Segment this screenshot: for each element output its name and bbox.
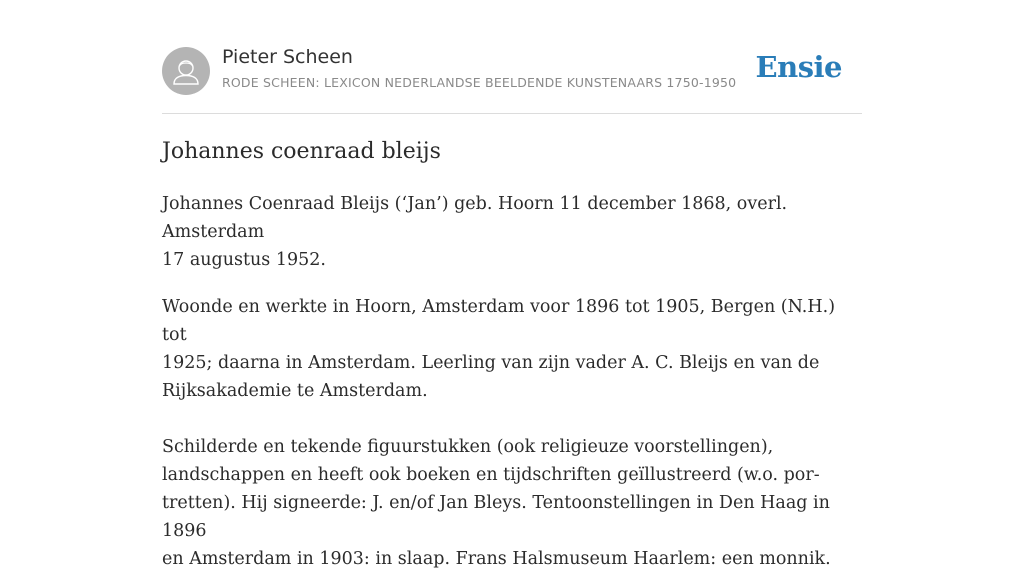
header bbox=[162, 46, 862, 114]
source-label[interactable]: RODE SCHEEN: LEXICON NEDERLANDSE BEELDENDE KUNSTENAARS 1750-1950 bbox=[222, 75, 737, 90]
ensie-logo[interactable]: Ensie bbox=[755, 50, 842, 84]
article-body bbox=[162, 190, 862, 573]
author-name[interactable]: Pieter Scheen bbox=[222, 46, 353, 68]
user-avatar-icon[interactable] bbox=[162, 47, 210, 95]
article-paragraph: Johannes Coenraad Bleijs (‘Jan’) geb. Hoorn 11 december 1868, overl. Amsterdam 17 augustus 1952. bbox=[162, 194, 788, 270]
article-paragraph: Woonde en werkte in Hoorn, Amsterdam voor 1896 tot 1905, Bergen (N.H.) tot 1925; daarna in Amsterdam. Leerling van zijn vader A. C. Bleijs en van de Rijksakademie te Amsterdam. Schilderde en tekende figuurstukken (ook religieuze voorstellingen), landschappen en heeft ook boeken en tijdschriften geïllustreerd (w.o. por- tretten). Hij signeerde: J. en/of Jan Bleys. Tentoonstellingen in Den Haag in 1896 en Amsterdam in 1903: in slaap. Frans Halsmuseum Haarlem: een monnik. bbox=[162, 297, 836, 569]
page-title: Johannes coenraad bleijs bbox=[162, 139, 441, 164]
